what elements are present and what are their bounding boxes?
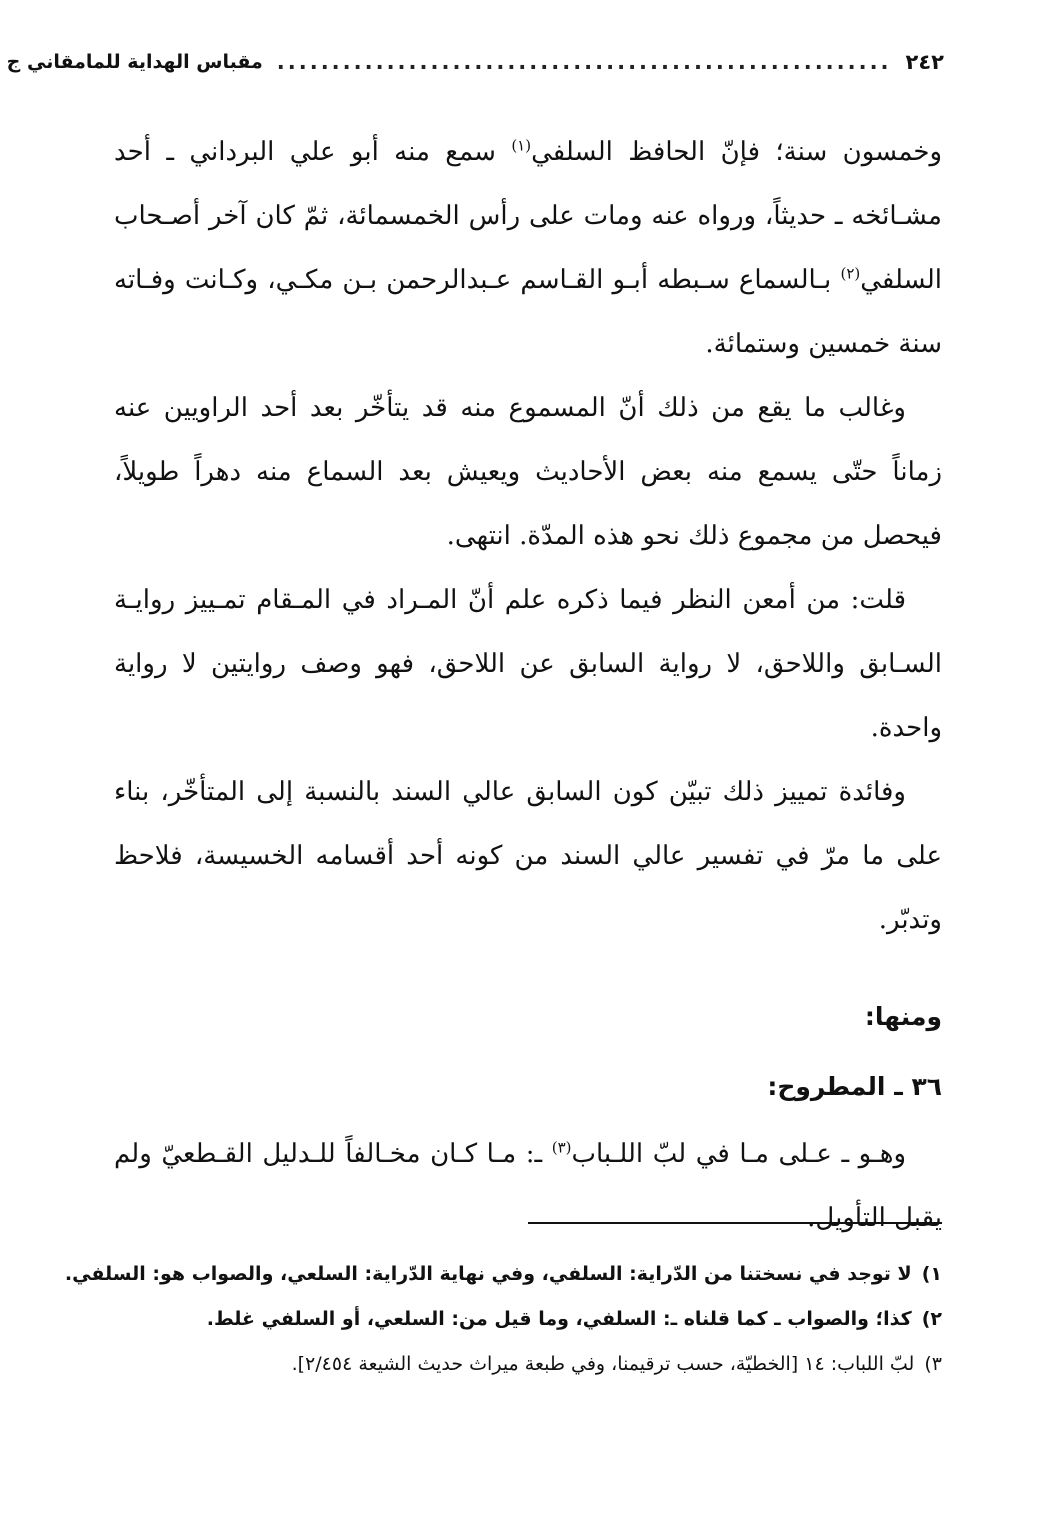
page-number: ٢٤٢ xyxy=(905,50,944,74)
footnote-2 xyxy=(114,1297,942,1342)
section-heading-item-36: ٣٦ ـ المطروح: xyxy=(767,1072,942,1101)
book-title: مقباس الهداية للمامقاني ج xyxy=(6,51,263,73)
section-heading-wa-minha: ومنها: xyxy=(864,1002,942,1031)
footnote-1 xyxy=(64,1252,942,1297)
footnote-3 xyxy=(114,1342,942,1387)
footnote-1-number: ١) xyxy=(921,1263,942,1285)
header-leader-dots: ........................................................ xyxy=(276,50,892,74)
paragraph-3: قلت: من أمعن النظر فيما ذكره علم أنّ المـراد في المـقام تمـييز روايـة السـابق واللاحق، لا رواية السابق عن اللاحق، فهو وصف روايتين لا رواية واحدة. xyxy=(114,585,942,743)
paragraph-4: وفائدة تمييز ذلك تبيّن كون السابق عالي السند بالنسبة إلى المتأخّر، بناء على ما مرّ في تفسير عالي السند من كونه أحد أقسامه الخسيسة، فلاحظ وتدبّر. xyxy=(114,777,942,935)
footnote-3-text: لبّ اللباب: ١٤ [الخطيّة، حسب ترقيمنا، وفي طبعة ميراث حديث الشيعة ٢/٤٥٤]. xyxy=(291,1353,915,1375)
paragraph-1-part-b: سمع منه أبو علي البرداني ـ أحد مشـائخه ـ حديثاً، ورواه عنه ومات على رأس الخمسمائة، ثمّ كان آخر أصـحاب السلفي xyxy=(114,137,943,295)
paragraph-1-part-a: وخمسون سنة؛ فإنّ الحافظ السلفي xyxy=(531,137,942,167)
definition-part-a: وهـو ـ عـلى مـا في لبّ اللـباب xyxy=(571,1139,907,1169)
main-text xyxy=(114,120,942,1250)
paragraph-1-part-c: بـالسماع سـبطه أبـو القـاسم عـبدالرحمن بـن مكـي، وكـانت وفـاته سنة خمسين وستمائة. xyxy=(114,265,942,359)
paragraph-definition xyxy=(114,1122,942,1250)
footnote-1-text: لا توجد في نسختنا من الدّراية: السلفي، وفي نهاية الدّراية: السلعي، والصواب هو: السلفي. xyxy=(64,1263,912,1285)
footnotes xyxy=(64,1252,942,1387)
footnote-2-text: كذا؛ والصواب ـ كما قلناه ـ: السلفي، وما قيل من: السلعي، أو السلفي غلط. xyxy=(206,1308,912,1330)
running-header xyxy=(6,42,944,82)
paragraph-1 xyxy=(114,120,942,376)
footnote-ref-2: (٢) xyxy=(840,264,861,283)
footnote-2-number: ٢) xyxy=(921,1308,942,1330)
footnote-ref-3: (٣) xyxy=(551,1138,572,1157)
footnote-ref-1: (١) xyxy=(511,136,532,155)
paragraph-2: وغالب ما يقع من ذلك أنّ المسموع منه قد يتأخّر بعد أحد الراويين عنه زماناً حتّى يسمع منه بعض الأحاديث ويعيش بعد السماع منه دهراً طويلاً، فيحصل من مجموع ذلك نحو هذه المدّة. انتهى. xyxy=(114,393,942,551)
footnote-separator xyxy=(528,1222,942,1224)
footnote-3-number: ٣) xyxy=(924,1353,942,1375)
definition-part-b: ـ: مـا كـان مخـالفاً للـدليل القـطعيّ ولم يقبل التأويل. xyxy=(114,1139,942,1233)
